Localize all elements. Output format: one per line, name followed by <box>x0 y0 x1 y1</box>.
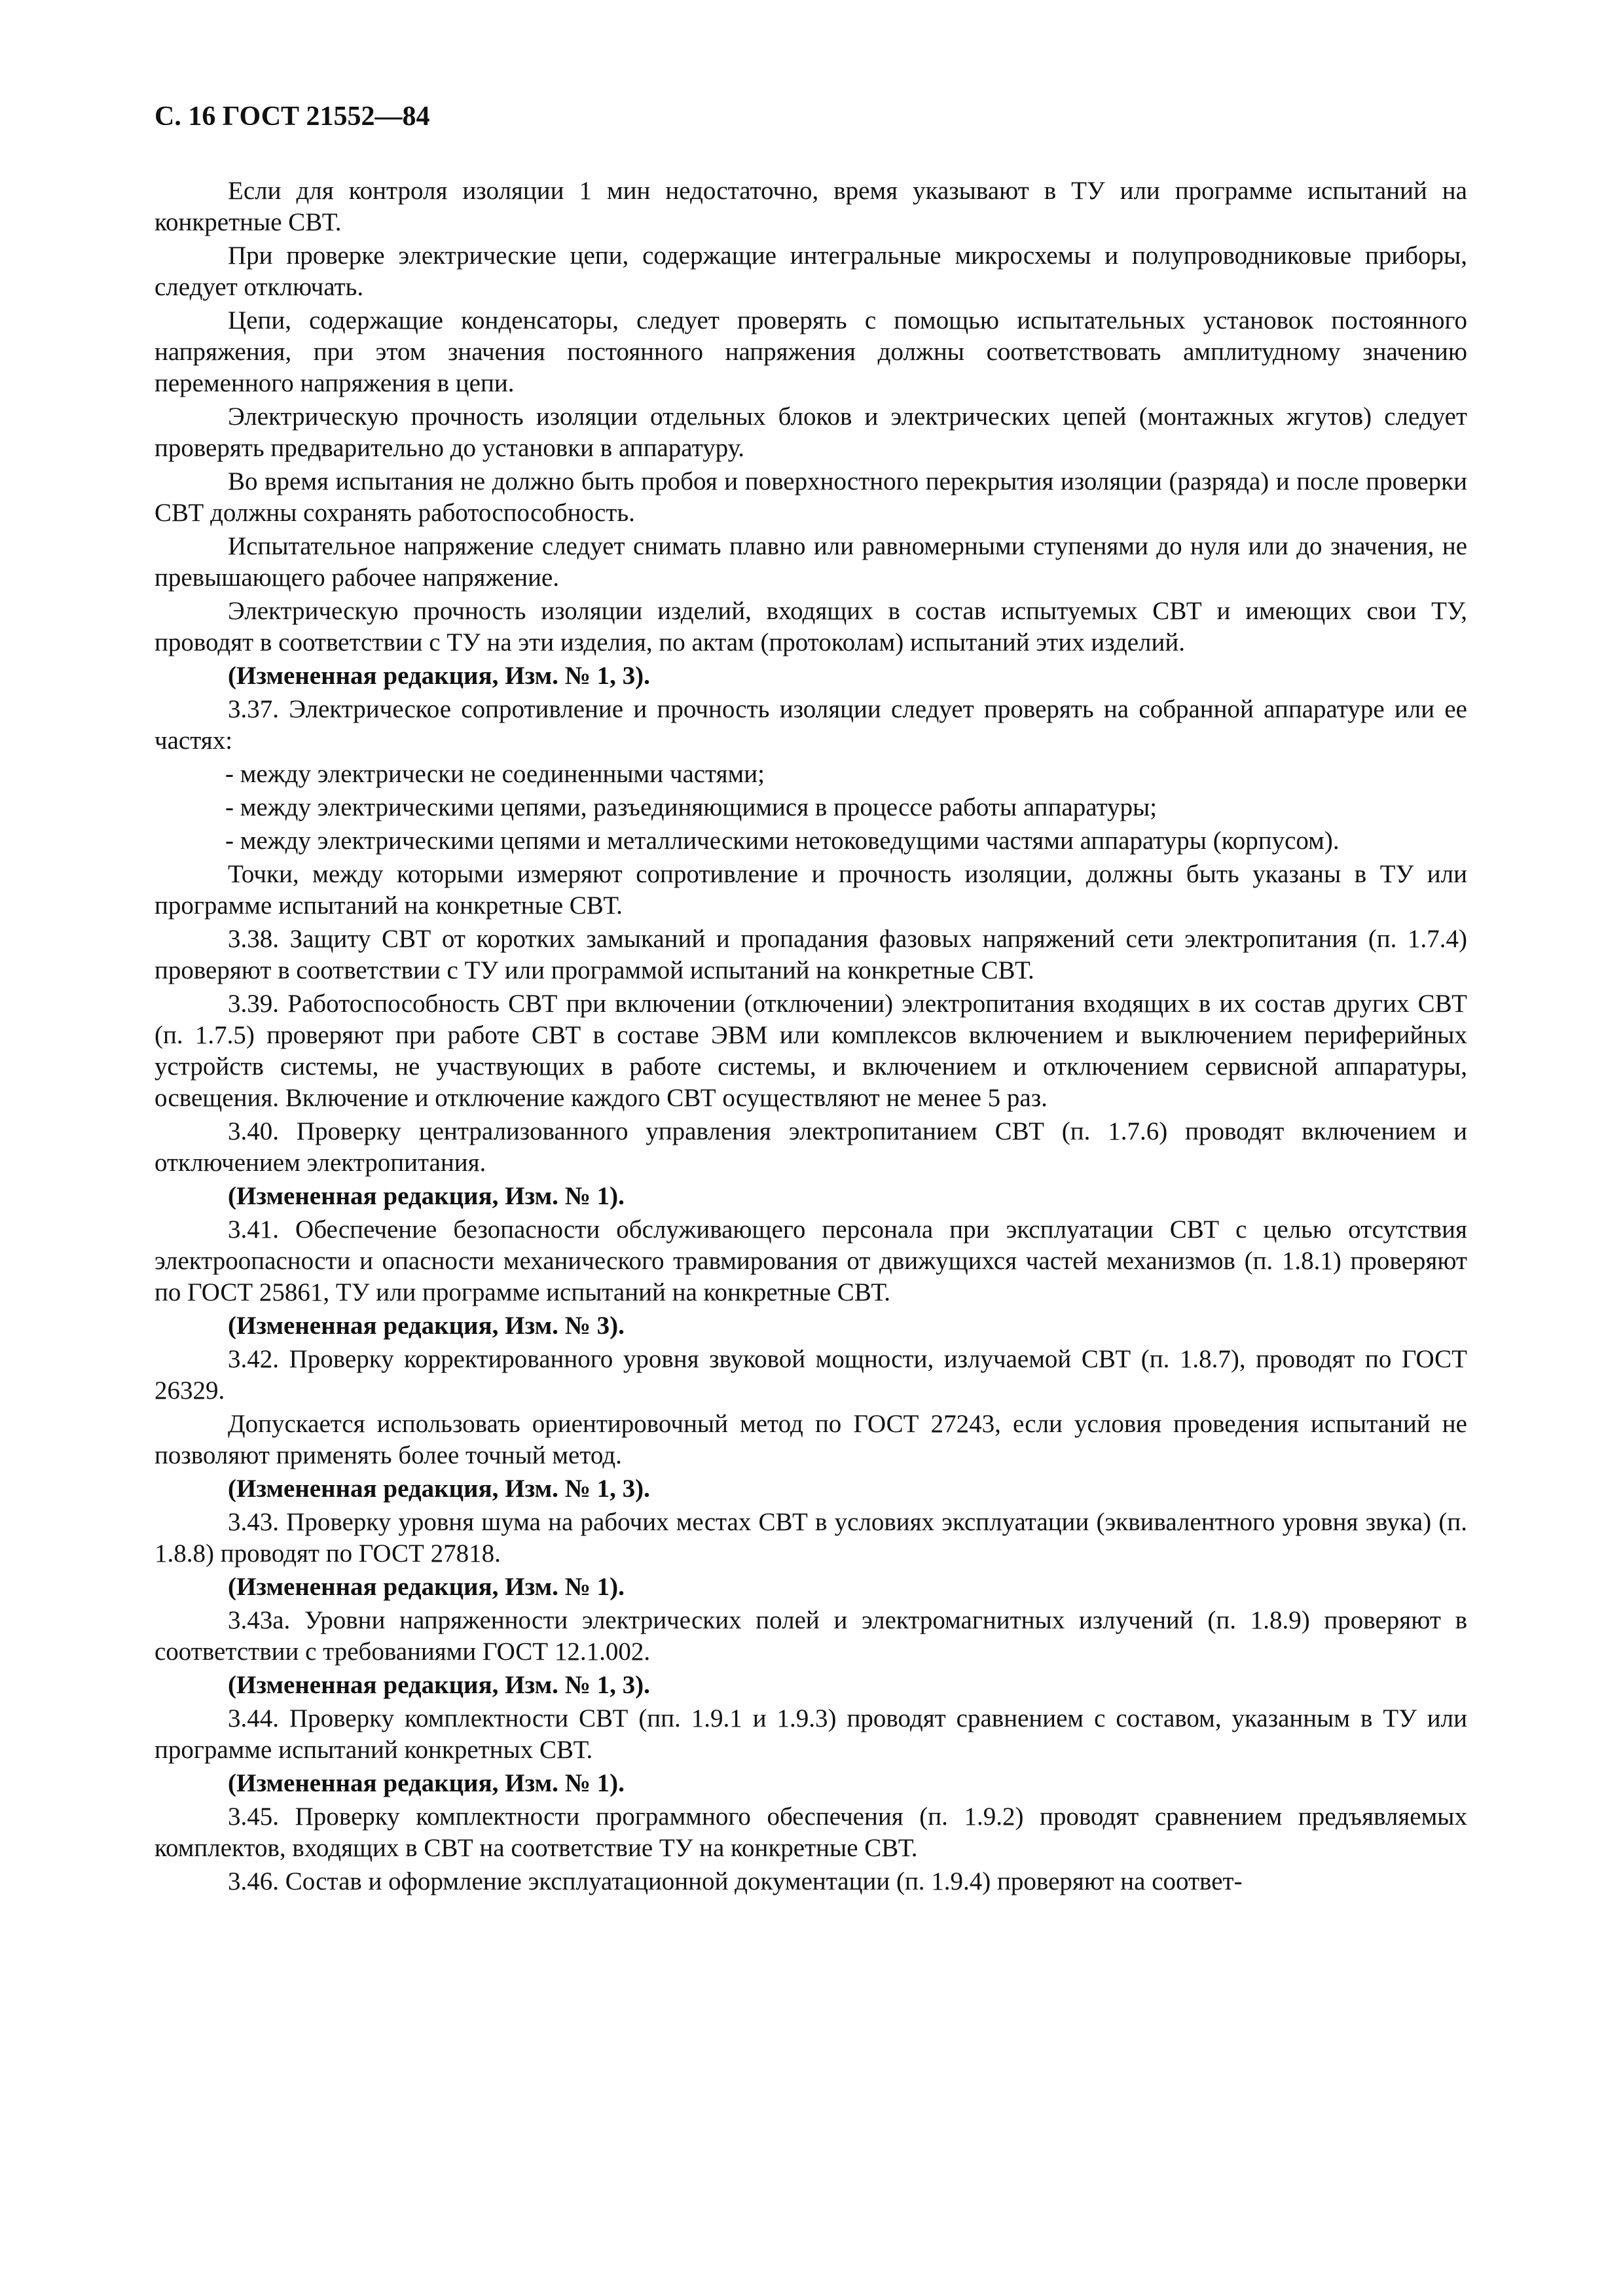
paragraph: 3.45. Проверку комплектности программного обеспечения (п. 1.9.2) проводят сравнением предъявляемых комплектов, входящих в СВТ на соответствие ТУ на конкретные СВТ. <box>155 1803 1467 1862</box>
paragraph: 3.46. Состав и оформление эксплуатационной документации (п. 1.9.4) проверяют на соответ- <box>228 1867 1243 1895</box>
paragraph: 3.37. Электрическое сопротивление и прочность изоляции следует проверять на собранной аппаратуре или ее частях: <box>155 695 1467 755</box>
paragraph: Электрическую прочность изоляции отдельных блоков и электрических цепей (монтажных жгутов) следует проверять предварительно до установки в аппаратуру. <box>155 403 1467 462</box>
paragraph: Электрическую прочность изоляции изделий, входящих в состав испытуемых СВТ и имеющих свои ТУ, проводят в соответствии с ТУ на эти изделия, по актам (протоколам) испытаний этих изделий. <box>155 597 1467 656</box>
amendment-note: (Измененная редакция, Изм. № 1, 3). <box>228 1671 650 1699</box>
page-header: С. 16 ГОСТ 21552—84 <box>155 101 430 132</box>
list-item: - между электрическими цепями и металлическими нетоковедущими частями аппаратуры (корпусом). <box>225 827 1340 855</box>
paragraph: 3.41. Обеспечение безопасности обслуживающего персонала при эксплуатации СВТ с целью отсутствия электроопасности и опасности механического травмирования от движущихся частей механизмов (п. 1.8.1) проверяют по ГОСТ 25861, ТУ или программе испытаний на конкретные СВТ. <box>155 1215 1467 1306</box>
amendment-note: (Измененная редакция, Изм. № 1). <box>228 1769 625 1797</box>
document-page <box>155 98 1467 1899</box>
paragraph: 3.44. Проверку комплектности СВТ (пп. 1.9.1 и 1.9.3) проводят сравнением с составом, указанным в ТУ или программе испытаний конкретных СВТ. <box>155 1704 1467 1764</box>
paragraph: 3.43а. Уровни напряженности электрических полей и электромагнитных излучений (п. 1.8.9) проверяют в соответствии с требованиями ГОСТ 12.1.002. <box>155 1606 1467 1666</box>
amendment-note: (Измененная редакция, Изм. № 3). <box>228 1312 625 1340</box>
list-item: - между электрически не соединенными частями; <box>225 760 765 788</box>
paragraph: Во время испытания не должно быть пробоя и поверхностного перекрытия изоляции (разряда) и после проверки СВТ должны сохранять работоспособность. <box>155 467 1467 527</box>
paragraph: При проверке электрические цепи, содержащие интегральные микросхемы и полупроводниковые приборы, следует отключать. <box>155 242 1467 301</box>
amendment-note: (Измененная редакция, Изм. № 1, 3). <box>228 662 650 690</box>
document-body <box>155 175 1467 1897</box>
list-item: - между электрическими цепями, разъединяющимися в процессе работы аппаратуры; <box>225 793 1158 821</box>
paragraph: Если для контроля изоляции 1 мин недостаточно, время указывают в ТУ или программе испытаний на конкретные СВТ. <box>155 177 1467 236</box>
paragraph: Цепи, содержащие конденсаторы, следует проверять с помощью испытательных установок постоянного напряжения, при этом значения постоянного напряжения должны соответствовать амплитудному значению переменного напряжения в цепи. <box>155 306 1467 397</box>
paragraph: 3.39. Работоспособность СВТ при включении (отключении) электропитания входящих в их состав других СВТ (п. 1.7.5) проверяют при работе СВТ в составе ЭВМ или комплексов включением и выключением периферийных устройств системы, не участвующих в работе системы, и включением и отключением сервисной аппаратуры, освещения. Включение и отключение каждого СВТ осуществляют не менее 5 раз. <box>155 990 1467 1112</box>
paragraph: 3.43. Проверку уровня шума на рабочих местах СВТ в условиях эксплуатации (эквивалентного уровня звука) (п. 1.8.8) проводят по ГОСТ 27818. <box>155 1508 1467 1568</box>
paragraph: Допускается использовать ориентировочный метод по ГОСТ 27243, если условия проведения испытаний не позволяют применять более точный метод. <box>155 1410 1467 1469</box>
amendment-note: (Измененная редакция, Изм. № 1, 3). <box>228 1475 650 1503</box>
paragraph: Точки, между которыми измеряют сопротивление и прочность изоляции, должны быть указаны в ТУ или программе испытаний на конкретные СВТ. <box>155 860 1467 920</box>
paragraph: 3.38. Защиту СВТ от коротких замыканий и пропадания фазовых напряжений сети электропитания (п. 1.7.4) проверяют в соответствии с ТУ или программой испытаний на конкретные СВТ. <box>155 925 1467 984</box>
paragraph: Испытательное напряжение следует снимать плавно или равномерными ступенями до нуля или до значения, не превышающего рабочее напряжение. <box>155 532 1467 592</box>
amendment-note: (Измененная редакция, Изм. № 1). <box>228 1573 625 1601</box>
paragraph: 3.40. Проверку централизованного управления электропитанием СВТ (п. 1.7.6) проводят включением и отключением электропитания. <box>155 1117 1467 1177</box>
paragraph: 3.42. Проверку корректированного уровня звуковой мощности, излучаемой СВТ (п. 1.8.7), проводят по ГОСТ 26329. <box>155 1345 1467 1405</box>
amendment-note: (Измененная редакция, Изм. № 1). <box>228 1182 625 1210</box>
